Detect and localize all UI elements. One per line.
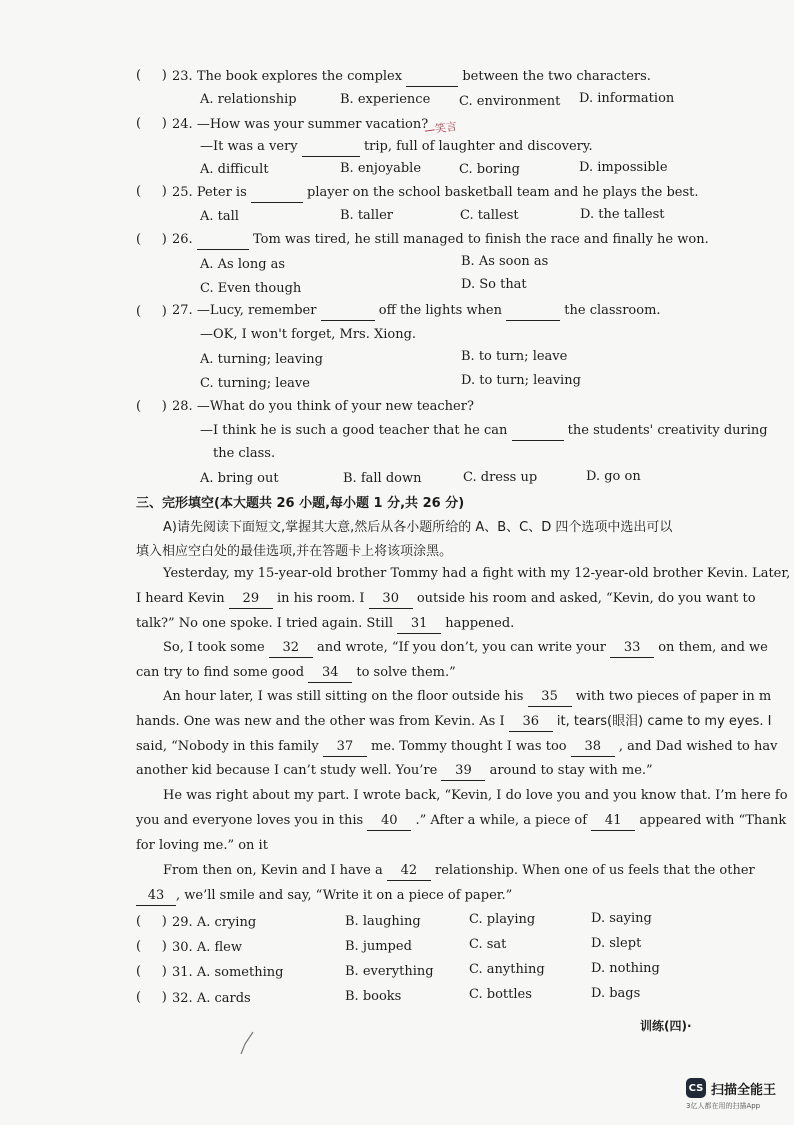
answer-paren[interactable]: ( )	[136, 304, 167, 319]
question-24-stem: 24. —How was your summer vacation?	[172, 117, 429, 132]
question-26-option-a[interactable]: A. As long as	[200, 257, 286, 272]
question-23-option-a[interactable]: A. relationship	[200, 92, 297, 107]
question-24-option-d[interactable]: D. impossible	[579, 160, 668, 175]
passage-line: another kid because I can’t study well. You’re 39 around to stay with me.”	[136, 762, 653, 781]
blank	[302, 138, 360, 157]
passage-line: said, “Nobody in this family 37 me. Tommy thought I was too 38 , and Dad wished to hav	[136, 738, 777, 757]
cloze-29-option-b[interactable]: B. laughing	[345, 914, 421, 929]
blank-31[interactable]: 31	[397, 615, 441, 634]
question-23-option-d[interactable]: D. information	[579, 91, 675, 106]
question-24-option-c[interactable]: C. boring	[459, 162, 520, 177]
cloze-31-option-a[interactable]: 31. A. something	[172, 965, 284, 980]
blank-29[interactable]: 29	[229, 590, 273, 609]
cloze-32-option-b[interactable]: B. books	[345, 989, 402, 1004]
question-27-stem: 27. —Lucy, remember off the lights when the classroom.	[172, 302, 661, 321]
answer-paren[interactable]: ( )	[136, 184, 167, 199]
blank	[321, 302, 375, 321]
question-27-stem2: —OK, I won't forget, Mrs. Xiong.	[200, 327, 417, 342]
blank-40[interactable]: 40	[367, 812, 411, 831]
blank	[512, 422, 564, 441]
cloze-29-option-c[interactable]: C. playing	[469, 912, 536, 927]
question-24-option-a[interactable]: A. difficult	[200, 162, 269, 177]
blank	[197, 231, 249, 250]
question-25-option-c[interactable]: C. tallest	[460, 208, 519, 223]
question-24-stem2: —It was a very trip, full of laughter and discovery.	[200, 138, 593, 157]
passage-line: you and everyone loves you in this 40 .” After a while, a piece of 41 appeared with “Thank	[136, 812, 786, 831]
question-25-option-d[interactable]: D. the tallest	[580, 207, 665, 222]
question-28-option-c[interactable]: C. dress up	[463, 470, 538, 485]
answer-paren[interactable]: ( )	[136, 116, 167, 131]
blank-36[interactable]: 36	[509, 713, 553, 732]
cloze-32-option-c[interactable]: C. bottles	[469, 987, 532, 1002]
question-26-option-b[interactable]: B. As soon as	[461, 254, 549, 269]
answer-paren[interactable]: ( )	[136, 399, 167, 414]
question-27-option-b[interactable]: B. to turn; leave	[461, 349, 568, 364]
blank	[251, 184, 303, 203]
question-27-option-a[interactable]: A. turning; leaving	[200, 352, 323, 367]
cloze-29-option-a[interactable]: 29. A. crying	[172, 915, 257, 930]
page-footer: 训练(四)·	[640, 1019, 692, 1033]
passage-line: So, I took some 32 and wrote, “If you don’t, you can write your 33 on them, and we	[163, 639, 768, 658]
cloze-30-option-c[interactable]: C. sat	[469, 937, 507, 952]
passage-line: 43 , we’ll smile and say, “Write it on a piece of paper.”	[136, 887, 512, 906]
question-28-stem2: —I think he is such a good teacher that he can the students' creativity during	[200, 422, 768, 441]
scanner-watermark	[686, 1078, 776, 1111]
cloze-30-option-d[interactable]: D. slept	[591, 936, 642, 951]
blank-35[interactable]: 35	[528, 688, 572, 707]
question-28-stem3: the class.	[213, 446, 276, 461]
passage-line: for loving me.” on it	[136, 838, 268, 853]
question-27-option-d[interactable]: D. to turn; leaving	[461, 373, 581, 388]
cs-logo-icon: CS	[686, 1078, 706, 1098]
question-25-stem: 25. Peter is player on the school basketball team and he plays the best.	[172, 184, 699, 203]
handwritten-note: —笑言	[423, 119, 458, 138]
question-23-option-b[interactable]: B. experience	[340, 92, 431, 107]
question-25-option-b[interactable]: B. taller	[340, 208, 394, 223]
passage-line: Yesterday, my 15-year-old brother Tommy had a fight with my 12-year-old brother Kevin. Later,	[163, 566, 791, 581]
cloze-30-option-b[interactable]: B. jumped	[345, 939, 412, 954]
passage-line: From then on, Kevin and I have a 42 relationship. When one of us feels that the other	[163, 862, 755, 881]
blank-38[interactable]: 38	[571, 738, 615, 757]
blank-34[interactable]: 34	[308, 664, 352, 683]
cloze-30-option-a[interactable]: 30. A. flew	[172, 940, 242, 955]
question-26-option-c[interactable]: C. Even though	[200, 281, 302, 296]
answer-paren[interactable]: ( )	[136, 939, 167, 954]
passage-line: talk?” No one spoke. I tried again. Still 31 happened.	[136, 615, 514, 634]
scanner-tagline: 3亿人都在用的扫描App	[686, 1102, 761, 1110]
passage-line: He was right about my part. I wrote back, “Kevin, I do love you and you know that. I’m here fo	[163, 788, 788, 803]
answer-paren[interactable]: ( )	[136, 914, 167, 929]
question-23-stem: 23. The book explores the complex between the two characters.	[172, 68, 651, 87]
passage-line: I heard Kevin 29 in his room. I 30 outside his room and asked, “Kevin, do you want to	[136, 590, 756, 609]
question-28-option-d[interactable]: D. go on	[586, 469, 641, 484]
answer-paren[interactable]: ( )	[136, 68, 167, 83]
blank	[506, 302, 560, 321]
answer-paren[interactable]: ( )	[136, 964, 167, 979]
cloze-31-option-d[interactable]: D. nothing	[591, 961, 660, 976]
section-instructions-2: 填入相应空白处的最佳选项,并在答题卡上将该项涂黑。	[136, 544, 453, 559]
cloze-32-option-a[interactable]: 32. A. cards	[172, 991, 251, 1006]
section-title: 三、完形填空(本大题共 26 小题,每小题 1 分,共 26 分)	[136, 496, 465, 511]
blank	[406, 68, 458, 87]
answer-paren[interactable]: ( )	[136, 990, 167, 1005]
cloze-31-option-b[interactable]: B. everything	[345, 964, 434, 979]
blank-37[interactable]: 37	[323, 738, 367, 757]
blank-43[interactable]: 43	[136, 887, 176, 906]
question-28-option-b[interactable]: B. fall down	[343, 471, 422, 486]
question-25-option-a[interactable]: A. tall	[200, 209, 239, 224]
cloze-31-option-c[interactable]: C. anything	[469, 962, 545, 977]
passage-line: hands. One was new and the other was from Kevin. As I 36 it, tears(眼泪) came to my eyes. I	[136, 713, 771, 732]
cloze-32-option-d[interactable]: D. bags	[591, 986, 641, 1001]
question-28-stem: 28. —What do you think of your new teacher?	[172, 399, 474, 414]
question-23-option-c[interactable]: C. environment	[459, 94, 561, 109]
blank-30[interactable]: 30	[369, 590, 413, 609]
question-28-option-a[interactable]: A. bring out	[200, 471, 279, 486]
scanner-brand: 扫描全能王	[711, 1082, 777, 1098]
blank-39[interactable]: 39	[441, 762, 485, 781]
passage-line: can try to find some good 34 to solve them.”	[136, 664, 456, 683]
question-24-option-b[interactable]: B. enjoyable	[340, 161, 422, 176]
cloze-29-option-d[interactable]: D. saying	[591, 911, 652, 926]
answer-paren[interactable]: ( )	[136, 232, 167, 247]
question-27-option-c[interactable]: C. turning; leave	[200, 376, 310, 391]
section-instructions-1: A)请先阅读下面短文,掌握其大意,然后从各小题所给的 A、B、C、D 四个选项中选出可以	[163, 520, 673, 535]
blank-32[interactable]: 32	[269, 639, 313, 658]
blank-33[interactable]: 33	[610, 639, 654, 658]
blank-41[interactable]: 41	[591, 812, 635, 831]
question-26-option-d[interactable]: D. So that	[461, 277, 527, 292]
pencil-mark	[235, 1030, 259, 1060]
passage-line: An hour later, I was still sitting on the floor outside his 35 with two pieces of paper in m	[163, 688, 771, 707]
question-26-stem: 26. Tom was tired, he still managed to finish the race and finally he won.	[172, 231, 709, 250]
blank-42[interactable]: 42	[387, 862, 431, 881]
